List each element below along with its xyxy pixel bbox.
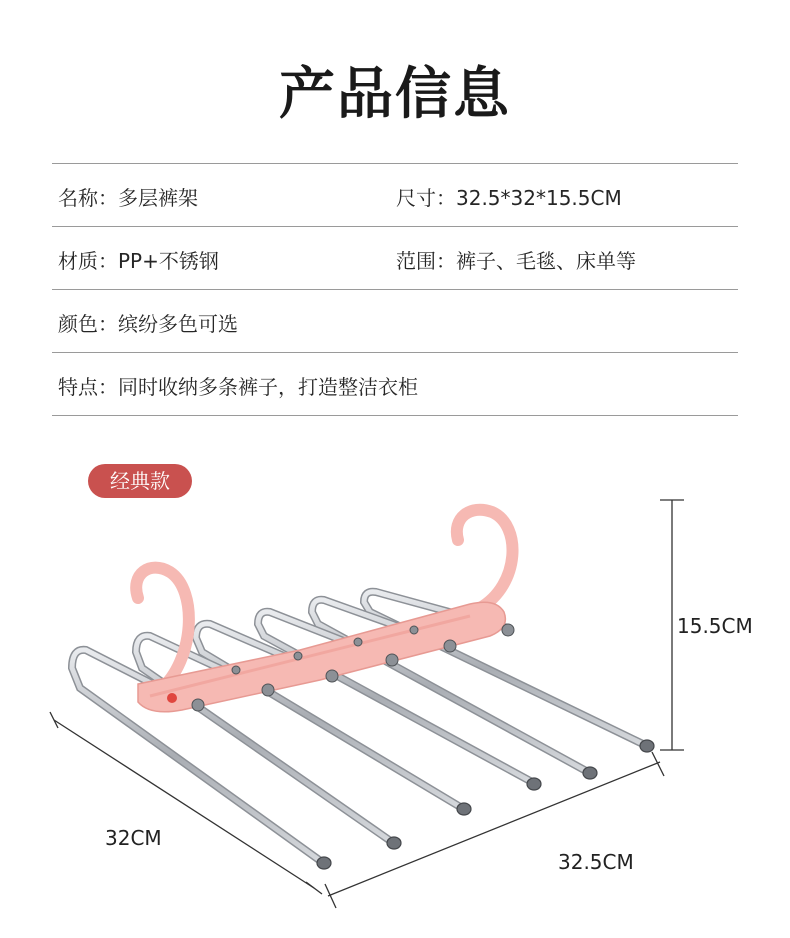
bolt — [326, 670, 338, 682]
spec-range: 范围：裤子、毛毯、床单等 — [396, 249, 636, 273]
rod-cap — [317, 857, 331, 869]
rod-cap — [457, 803, 471, 815]
spec-feature: 特点：同时收纳多条裤子，打造整洁衣柜 — [58, 375, 418, 399]
rod-cap — [583, 767, 597, 779]
bolt — [386, 654, 398, 666]
page-title: 产品信息 — [279, 62, 511, 127]
depth-dimension-label: 32CM — [105, 826, 162, 850]
spec-color: 颜色：缤纷多色可选 — [58, 312, 238, 336]
bolt — [192, 699, 204, 711]
rod-cap — [527, 778, 541, 790]
height-dimension-label: 15.5CM — [677, 614, 753, 638]
bolt — [444, 640, 456, 652]
bolt — [410, 626, 418, 634]
red-pin — [167, 693, 177, 703]
bolt — [262, 684, 274, 696]
depth-dim-tick-b — [306, 882, 322, 894]
bolt — [294, 652, 302, 660]
width-dim-tick-a — [325, 884, 336, 908]
steel-rods — [72, 592, 645, 862]
rod-cap — [387, 837, 401, 849]
rod-cap — [640, 740, 654, 752]
bolt — [354, 638, 362, 646]
depth-dim-line — [54, 720, 314, 888]
width-dimension-label: 32.5CM — [558, 850, 634, 874]
spec-size: 尺寸：32.5*32*15.5CM — [396, 186, 622, 210]
bolt — [232, 666, 240, 674]
spec-name: 名称：多层裤架 — [58, 186, 198, 210]
hook-right — [457, 510, 513, 608]
classic-badge: 经典款 — [88, 464, 192, 498]
spec-material: 材质：PP+不锈钢 — [58, 249, 219, 273]
bolt — [502, 624, 514, 636]
